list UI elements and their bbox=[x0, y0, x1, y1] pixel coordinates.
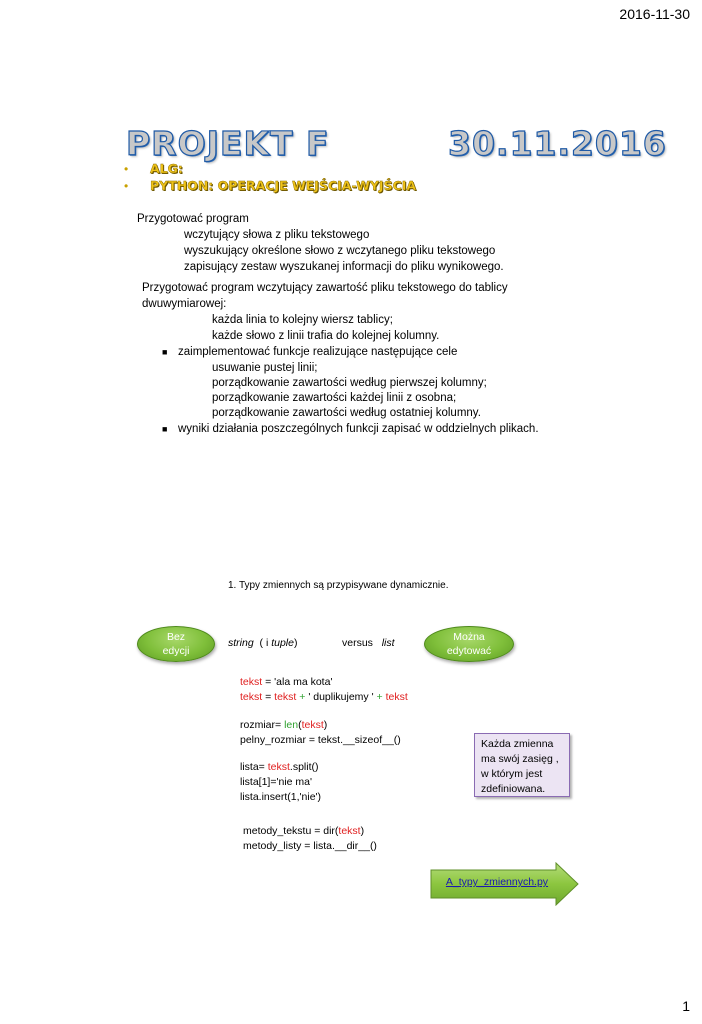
code-line bbox=[240, 690, 408, 705]
bullet-text: ALG: bbox=[150, 161, 183, 176]
task2-item: każde słowo z linii trafia do kolejnej kolumny. bbox=[212, 330, 440, 342]
bullet-item bbox=[124, 160, 416, 177]
code-token: tekst bbox=[385, 691, 408, 703]
code-token: tekst bbox=[267, 761, 290, 773]
pill-line: edycji bbox=[162, 645, 190, 657]
type-comparison bbox=[228, 636, 297, 651]
square-bullet-icon: ■ bbox=[162, 347, 168, 357]
code-line: pelny_rozmiar = tekst.__sizeof__() bbox=[240, 734, 401, 746]
versus-label bbox=[342, 636, 395, 651]
code-token: tekst bbox=[338, 825, 361, 837]
task1-item: zapisujący zestaw wyszukanej informacji do pliku wynikowego. bbox=[184, 261, 504, 273]
pill-line: edytować bbox=[446, 645, 492, 657]
code-token: ) bbox=[323, 719, 328, 731]
list-type: list bbox=[381, 637, 395, 649]
slide-bullets bbox=[124, 160, 416, 194]
types-note: 1. Typy zmiennych są przypisywane dynamicznie. bbox=[228, 580, 449, 591]
code-line bbox=[240, 675, 332, 690]
code-token: .split() bbox=[289, 761, 319, 773]
bullet-item bbox=[124, 177, 416, 194]
code-token: + bbox=[296, 691, 309, 703]
code-line: metody_listy = lista.__dir__() bbox=[243, 840, 377, 852]
task2-bullet bbox=[162, 421, 539, 437]
task2-bullet bbox=[162, 344, 457, 360]
bullet-marker: • bbox=[124, 161, 129, 176]
code-token: rozmiar= bbox=[240, 719, 285, 731]
task2-subitem: porządkowanie zawartości według pierwszej kolumny; bbox=[212, 377, 487, 389]
code-token: ) bbox=[360, 825, 365, 837]
code-token: + bbox=[376, 691, 386, 703]
page-number: 1 bbox=[682, 998, 690, 1014]
paren-text: ( i bbox=[259, 637, 269, 649]
task2-item: każda linia to kolejny wiersz tablicy; bbox=[212, 314, 393, 326]
mutable-badge bbox=[424, 626, 514, 662]
file-link[interactable]: A_typy_zmiennych.py bbox=[445, 876, 549, 888]
code-token: = bbox=[262, 691, 275, 703]
task1-item: wyszukujący określone słowo z wczytanego pliku tekstowego bbox=[184, 245, 496, 257]
task2-subitem: usuwanie pustej linii; bbox=[212, 362, 318, 374]
task2-subitem: porządkowanie zawartości każdej linii z osobna; bbox=[212, 392, 457, 404]
pill-line: Bez bbox=[166, 631, 186, 643]
bullet-text: PYTHON: OPERACJE WEJŚCIA-WYJŚCIA bbox=[150, 178, 417, 193]
code-line: lista.insert(1,'nie') bbox=[240, 791, 322, 803]
code-token: metody_tekstu = dir( bbox=[243, 825, 339, 837]
task2-intro: dwuwymiarowej: bbox=[142, 298, 227, 310]
code-token: tekst bbox=[240, 691, 263, 703]
task1-item: wczytujący słowa z pliku tekstowego bbox=[184, 229, 370, 241]
slide-title: PROJEKT F bbox=[126, 124, 330, 163]
string-type: string bbox=[228, 637, 254, 649]
code-token: tekst bbox=[274, 691, 297, 703]
code-token: ( bbox=[298, 719, 302, 731]
tuple-type: tuple bbox=[271, 637, 294, 649]
scope-note-box: Każda zmienna ma swój zasięg , w którym jest zdefiniowana. bbox=[474, 733, 570, 797]
pill-line: Można bbox=[453, 631, 485, 643]
task2-bullet-text: wyniki działania poszczególnych funkcji zapisać w oddzielnych plikach. bbox=[178, 423, 539, 435]
code-line bbox=[243, 824, 364, 839]
square-bullet-icon: ■ bbox=[162, 424, 168, 434]
paren-text: ) bbox=[293, 637, 298, 649]
code-line: lista[1]='nie ma' bbox=[240, 776, 313, 788]
slide-date-title: 30.11.2016 bbox=[448, 124, 667, 163]
print-date: 2016-11-30 bbox=[619, 6, 690, 22]
code-line bbox=[240, 718, 327, 733]
task2-bullet-text: zaimplementować funkcje realizujące następujące cele bbox=[178, 346, 458, 358]
code-token: = 'ala ma kota' bbox=[262, 676, 333, 688]
code-token: tekst bbox=[240, 676, 263, 688]
versus-word: versus bbox=[342, 637, 373, 649]
code-token: ' duplikujemy ' bbox=[308, 691, 377, 703]
bullet-marker: • bbox=[124, 178, 129, 193]
task2-intro: Przygotować program wczytujący zawartość pliku tekstowego do tablicy bbox=[142, 282, 508, 294]
code-token: len bbox=[284, 719, 299, 731]
task1-intro: Przygotować program bbox=[137, 213, 249, 225]
task2-subitem: porządkowanie zawartości według ostatniej kolumny. bbox=[212, 407, 481, 419]
immutable-badge bbox=[137, 626, 215, 662]
code-token: tekst bbox=[301, 719, 324, 731]
code-line bbox=[240, 760, 319, 775]
code-token: lista= bbox=[240, 761, 268, 773]
